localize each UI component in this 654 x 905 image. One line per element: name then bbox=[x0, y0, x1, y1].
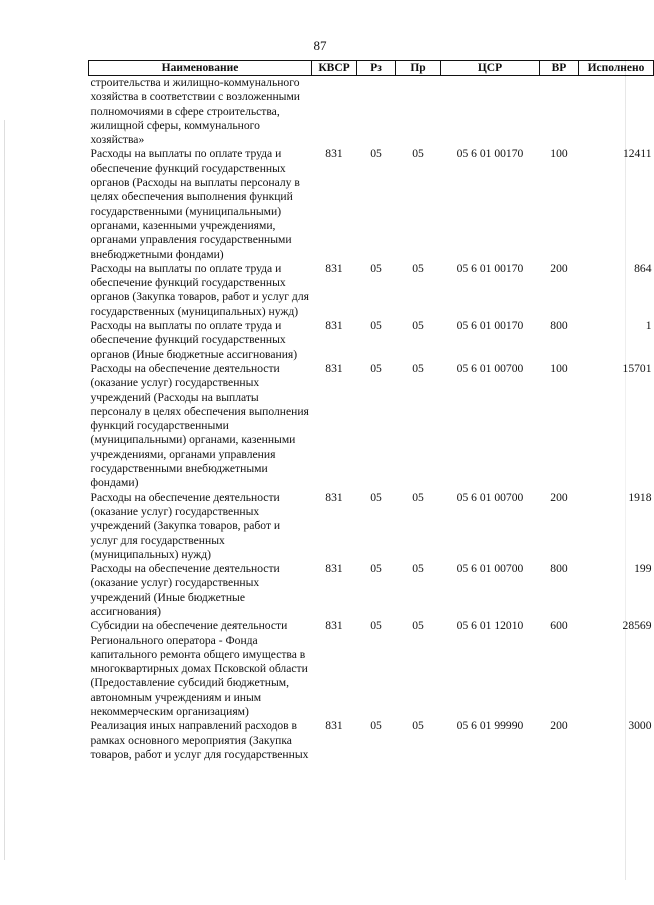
cell-name: Расходы на выплаты по оплате труда и обеспечение функций государственных органов (Закупка товаров, работ и услуг для государственных (муниципальных) нужд) bbox=[90, 261, 309, 318]
cell-kvsr: 831 bbox=[325, 261, 343, 275]
cell-pr: 05 bbox=[412, 562, 424, 576]
cell-rz bbox=[357, 76, 396, 148]
cell-kvsr: 831 bbox=[325, 562, 343, 576]
table-row bbox=[89, 319, 654, 362]
cell-csr: 05 6 01 99990 bbox=[456, 719, 524, 733]
cell-rz: 05 bbox=[370, 261, 382, 275]
cell-vr: 800 bbox=[550, 562, 568, 576]
cell-executed: 12411 bbox=[622, 147, 652, 161]
cell-csr: 05 6 01 12010 bbox=[456, 619, 524, 633]
cell-executed: 199 bbox=[634, 562, 652, 576]
table-row bbox=[89, 619, 654, 719]
cell-kvsr: 831 bbox=[325, 619, 343, 633]
cell-rz: 05 bbox=[370, 147, 382, 161]
header-rz: Рз bbox=[357, 61, 396, 76]
cell-pr bbox=[396, 76, 441, 148]
cell-rz: 05 bbox=[370, 719, 382, 733]
cell-csr: 05 6 01 00700 bbox=[456, 562, 524, 576]
cell-executed: 1 bbox=[645, 319, 652, 333]
cell-csr: 05 6 01 00700 bbox=[456, 490, 524, 504]
cell-vr: 200 bbox=[550, 490, 568, 504]
table-row bbox=[89, 76, 654, 148]
cell-pr: 05 bbox=[412, 147, 424, 161]
cell-pr: 05 bbox=[412, 261, 424, 275]
cell-name: Расходы на выплаты по оплате труда и обеспечение функций государственных органов (Иные бюджетные ассигнования) bbox=[90, 319, 298, 361]
scan-edge-left bbox=[4, 120, 5, 860]
cell-csr: 05 6 01 00170 bbox=[456, 319, 524, 333]
table-row bbox=[89, 362, 654, 491]
table-row bbox=[89, 147, 654, 261]
cell-name: Расходы на выплаты по оплате труда и обеспечение функций государственных органов (Расходы на выплаты персоналу в целях обеспечения выполнения функций государственными (муниципальными) органами, казенными учреждениями, органами управления государственными внебюджетными фондами) bbox=[90, 147, 300, 261]
cell-name: Расходы на обеспечение деятельности (оказание услуг) государственных учреждений (Расходы на выплаты персоналу в целях обеспечения выполнения функций государственными (муниципальными) органами, казенными учреждениями, органами управления государственными внебюджетными фондами) bbox=[90, 361, 309, 490]
header-vr: ВР bbox=[540, 61, 579, 76]
cell-pr: 05 bbox=[412, 361, 424, 375]
cell-name: строительства и жилищно-коммунального хозяйства в соответствии с возложенными полномочиями в сфере строительства, жилищной сферы, коммунального хозяйства» bbox=[90, 76, 300, 147]
table-row bbox=[89, 719, 654, 762]
cell-executed: 28569 bbox=[622, 619, 652, 633]
cell-csr: 05 6 01 00170 bbox=[456, 147, 524, 161]
table-row bbox=[89, 262, 654, 319]
cell-vr: 800 bbox=[550, 319, 568, 333]
header-pr: Пр bbox=[396, 61, 441, 76]
cell-executed: 1918 bbox=[628, 490, 652, 504]
cell-vr: 100 bbox=[550, 361, 568, 375]
cell-name: Субсидии на обеспечение деятельности Регионального оператора - Фонда капитального ремонта общего имущества в многоквартирных домах Псковской области (Предоставление субсидий бюджетным, автономным учреждениям и иным некоммерческим организациям) bbox=[90, 619, 308, 719]
cell-pr: 05 bbox=[412, 319, 424, 333]
cell-kvsr: 831 bbox=[325, 319, 343, 333]
cell-pr: 05 bbox=[412, 719, 424, 733]
cell-kvsr: 831 bbox=[325, 490, 343, 504]
header-executed: Исполнено bbox=[579, 61, 654, 76]
cell-vr: 200 bbox=[550, 261, 568, 275]
cell-kvsr bbox=[312, 76, 357, 148]
cell-rz: 05 bbox=[370, 490, 382, 504]
budget-table bbox=[88, 60, 654, 762]
cell-kvsr: 831 bbox=[325, 147, 343, 161]
cell-kvsr: 831 bbox=[325, 719, 343, 733]
header-csr: ЦСР bbox=[441, 61, 540, 76]
cell-executed: 15701 bbox=[622, 361, 652, 375]
cell-pr: 05 bbox=[412, 619, 424, 633]
cell-vr: 200 bbox=[550, 719, 568, 733]
header-name: Наименование bbox=[89, 61, 312, 76]
cell-vr: 100 bbox=[550, 147, 568, 161]
table-body bbox=[89, 76, 654, 763]
header-kvsr: КВСР bbox=[312, 61, 357, 76]
cell-executed: 864 bbox=[634, 261, 652, 275]
cell-csr bbox=[441, 76, 540, 148]
cell-csr: 05 6 01 00170 bbox=[456, 261, 524, 275]
table-row bbox=[89, 562, 654, 619]
cell-vr bbox=[540, 76, 579, 148]
cell-rz: 05 bbox=[370, 562, 382, 576]
cell-rz: 05 bbox=[370, 361, 382, 375]
cell-executed: 3000 bbox=[628, 719, 652, 733]
cell-name: Расходы на обеспечение деятельности (оказание услуг) государственных учреждений (Иные бюджетные ассигнования) bbox=[90, 562, 280, 618]
cell-rz: 05 bbox=[370, 619, 382, 633]
table-row bbox=[89, 491, 654, 562]
cell-name: Расходы на обеспечение деятельности (оказание услуг) государственных учреждений (Закупка товаров, работ и услуг для государственных (муниципальных) нужд) bbox=[90, 490, 281, 561]
cell-executed bbox=[579, 76, 654, 148]
cell-vr: 600 bbox=[550, 619, 568, 633]
cell-name: Реализация иных направлений расходов в рамках основного мероприятия (Закупка товаров, работ и услуг для государственных bbox=[90, 719, 309, 761]
page-number: 87 bbox=[313, 38, 327, 53]
cell-pr: 05 bbox=[412, 490, 424, 504]
cell-rz: 05 bbox=[370, 319, 382, 333]
header-row bbox=[89, 61, 654, 76]
table-header bbox=[89, 61, 654, 76]
cell-kvsr: 831 bbox=[325, 361, 343, 375]
cell-csr: 05 6 01 00700 bbox=[456, 361, 524, 375]
